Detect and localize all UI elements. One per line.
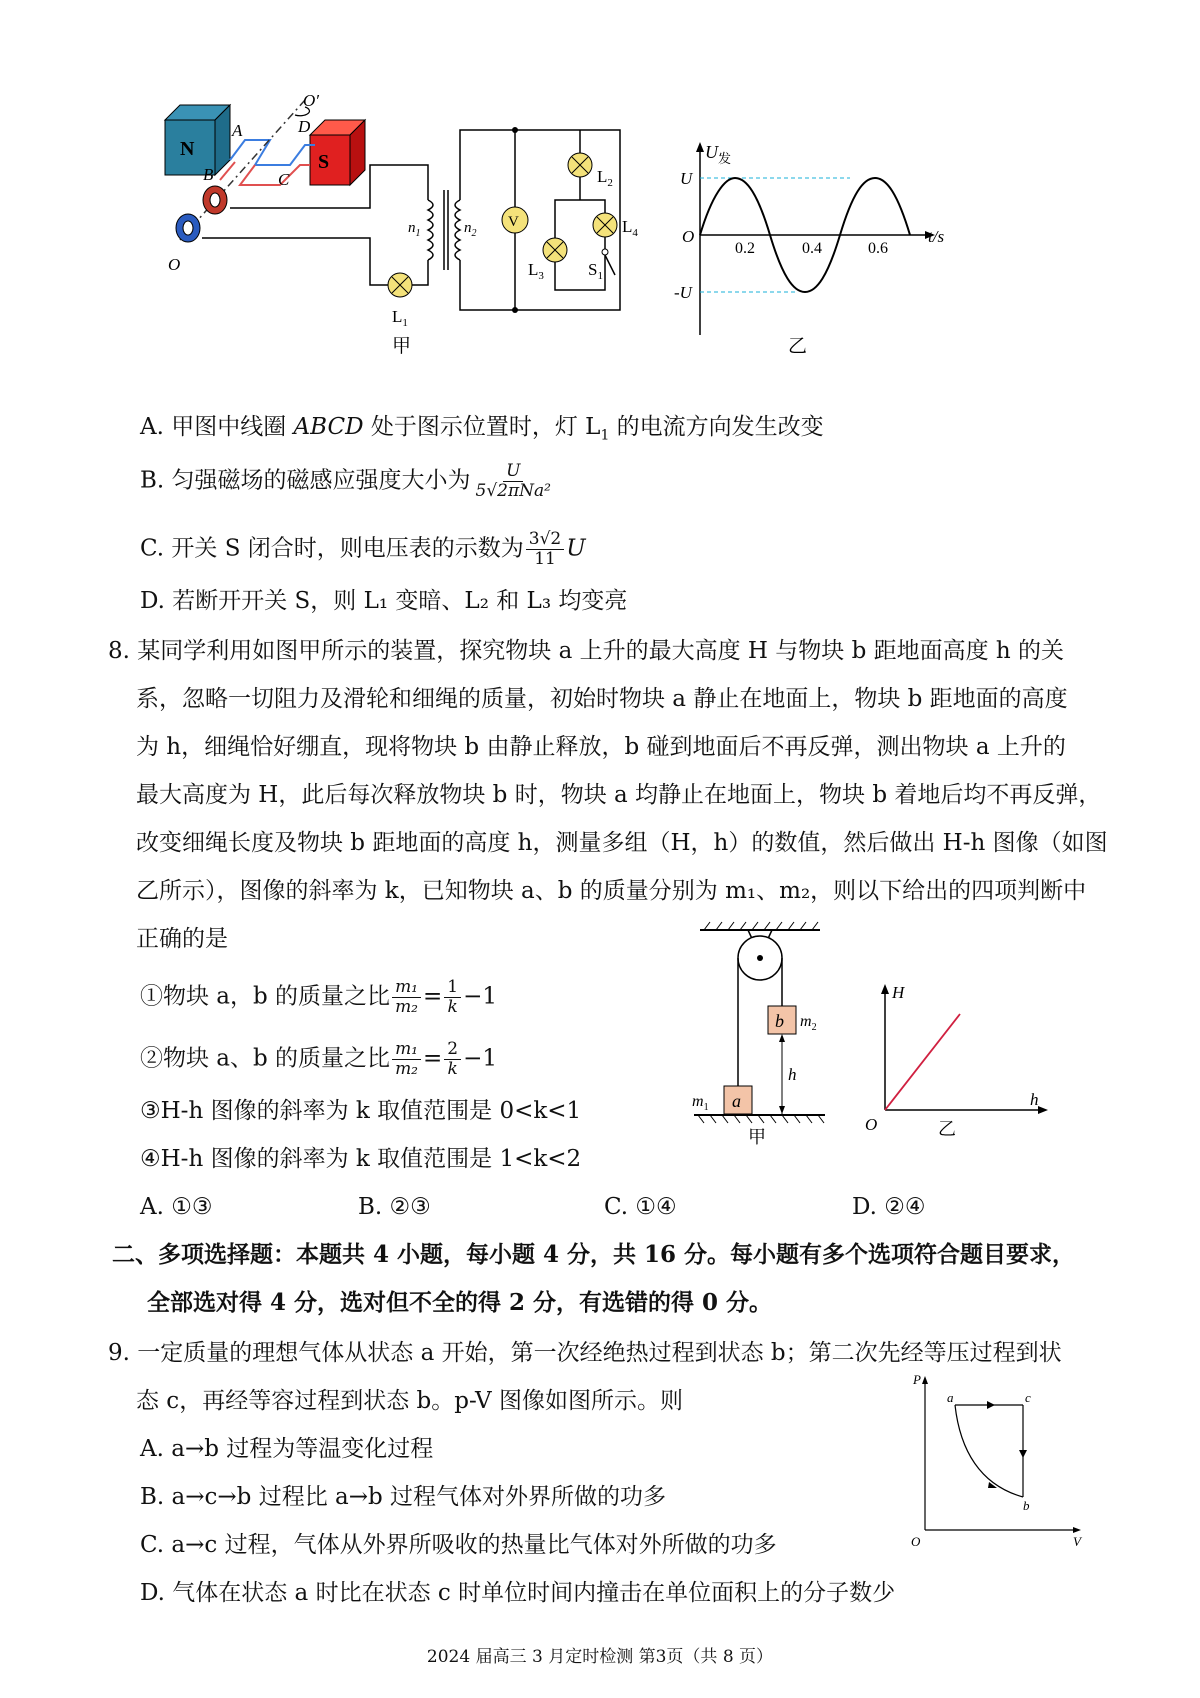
point-d: D <box>298 117 311 136</box>
q9-stem: 态 c，再经等容过程到状态 b。p-V 图像如图所示。则 <box>136 1388 683 1414</box>
caption-yi-q8: 乙 <box>938 1119 956 1139</box>
graph-origin: O <box>682 227 695 246</box>
pv-o: O <box>911 1534 921 1549</box>
label-m2: $m_2$ <box>800 1013 817 1033</box>
switch-s1 <box>602 249 608 255</box>
graph-t2: 0.4 <box>802 240 822 257</box>
coil-loop-blue <box>230 140 315 165</box>
point-c: C <box>278 170 290 189</box>
q8-option-a: A. ①③ <box>140 1194 213 1220</box>
lamp-l1 <box>388 273 412 297</box>
q7-option-b: B. 匀强磁场的磁感应强度大小为 $\frac{U}{\text{5√2πNa²}}$ <box>140 461 551 501</box>
lamp-l3 <box>543 238 567 262</box>
section-2-heading-cont: 全部选对得 4 分，选对但不全的得 2 分，有选错的得 0 分。 <box>147 1289 773 1316</box>
caption-jia-q8: 甲 <box>748 1127 766 1147</box>
graph-o: O <box>865 1115 878 1134</box>
voltage-graph <box>674 142 944 357</box>
svg-text:V: V <box>508 214 519 230</box>
coil-n2-label: $n_2$ <box>464 220 477 239</box>
q8-stem-line: 改变细绳长度及物块 b 距地面的高度 h，测量多组（H，h）的数值，然后做出 H-h 图像（如图 <box>136 830 1108 856</box>
caption-jia: 甲 <box>392 336 412 357</box>
q8-item-2: ②物块 a、b 的质量之比 $\frac{\text{m₁}}{\text{m₂}}$ = $\frac{2}{k}$ −1 <box>140 1039 498 1079</box>
q8-stem-line: 为 h，细绳恰好绷直，现将物块 b 由静止释放，b 碰到地面后不再反弹，测出物块 a 上升的 <box>136 734 1066 760</box>
q9-option-c: C. a→c 过程，气体从外界所吸收的热量比气体对外所做的功多 <box>140 1532 777 1558</box>
graph-u-pos: U <box>680 169 693 188</box>
coil-n1-label: $n_1$ <box>408 220 421 239</box>
q8-option-c: C. ①④ <box>604 1194 677 1220</box>
axis-o-top: O′ <box>303 91 319 110</box>
h-graph-line <box>885 1014 960 1110</box>
point-a: A <box>232 121 243 140</box>
lamp-l1-label: $L_1$ <box>392 307 408 329</box>
q8-item-3: ③H-h 图像的斜率为 k 取值范围是 0<k<1 <box>140 1098 582 1124</box>
q9-option-b: B. a→c→b 过程比 a→b 过程气体对外界所做的功多 <box>140 1484 667 1510</box>
lamp-l4-label: $L_4$ <box>622 217 638 239</box>
secondary-coil <box>455 200 460 260</box>
q8-stem-line: 系，忽略一切阻力及滑轮和细绳的质量，初始时物块 a 静止在地面上，物块 b 距地面的高度 <box>136 686 1068 712</box>
q7-option-a: A. 甲图中线圈 ABCD 处于图示位置时，灯 $L_1$ 的电流方向发生改变 <box>140 414 824 444</box>
graph-y-label: $U_发$ <box>705 142 732 166</box>
q7-option-c: C. 开关 S 闭合时，则电压表的示数为 $\frac{3√2}{11}$ U <box>140 529 586 569</box>
q9-stem: 9. 一定质量的理想气体从状态 a 开始，第一次经绝热过程到状态 b；第二次先经等压过程到状 <box>108 1340 1062 1366</box>
axis-o-bottom: O <box>168 255 181 274</box>
pv-a: a <box>947 1390 954 1405</box>
q8-option-b: B. ②③ <box>358 1194 431 1220</box>
label-m1: $m_1$ <box>692 1093 709 1113</box>
q9-option-a: A. a→b 过程为等温变化过程 <box>140 1436 434 1462</box>
svg-text:a: a <box>732 1091 741 1111</box>
voltmeter <box>502 207 528 233</box>
graph-u-neg: -U <box>674 283 692 302</box>
figure-pv-graph <box>905 1370 1085 1550</box>
magnet-s-label: S <box>318 151 330 173</box>
figure-generator-circuit <box>160 80 960 380</box>
point-b: B <box>203 165 214 184</box>
caption-yi: 乙 <box>788 336 808 357</box>
svg-text:b: b <box>775 1011 784 1031</box>
q8-stem-line: 8. 某同学利用如图甲所示的装置，探究物块 a 上升的最大高度 H 与物块 b 距地面高度 h 的关 <box>108 638 1065 664</box>
q8-item-4: ④H-h 图像的斜率为 k 取值范围是 1<k<2 <box>140 1146 582 1172</box>
lamp-l4 <box>593 213 617 237</box>
pv-p: P <box>913 1372 921 1387</box>
magnet-n <box>165 105 230 175</box>
page-footer: 2024 届高三 3 月定时检测 第3页（共 8 页） <box>426 1647 774 1667</box>
q7-option-d: D. 若断开开关 S，则 L₁ 变暗、L₂ 和 L₃ 均变亮 <box>140 588 628 614</box>
q8-option-d: D. ②④ <box>852 1194 926 1220</box>
pv-b: b <box>1023 1498 1030 1513</box>
figure-pulley <box>690 918 830 1148</box>
pv-c: c <box>1025 1390 1031 1405</box>
switch-s1-label: $S_1$ <box>588 260 603 282</box>
q8-stem-line: 正确的是 <box>136 926 228 952</box>
q8-stem-line: 乙所示），图像的斜率为 k，已知物块 a、b 的质量分别为 m₁、m₂，则以下给出的四项判断中 <box>136 878 1087 904</box>
graph-t3: 0.6 <box>868 240 888 257</box>
graph-t1: 0.2 <box>735 240 755 257</box>
graph-h-lower: h <box>1030 1090 1039 1109</box>
lamp-l2 <box>568 153 592 177</box>
label-h: h <box>788 1065 797 1084</box>
graph-x-label: t/s <box>928 227 945 246</box>
pv-v: V <box>1073 1534 1081 1549</box>
q8-item-1: ①物块 a，b 的质量之比 $\frac{\text{m₁}}{\text{m₂}}$ = $\frac{1}{k}$ −1 <box>140 977 498 1017</box>
lamp-l2-label: $L_2$ <box>597 167 613 189</box>
q9-option-d: D. 气体在状态 a 时比在状态 c 时单位时间内撞击在单位面积上的分子数少 <box>140 1580 896 1606</box>
q8-stem-line: 最大高度为 H，此后每次释放物块 b 时，物块 a 均静止在地面上，物块 b 着地后均不再反弹， <box>136 782 1102 808</box>
magnet-s <box>310 120 365 185</box>
magnet-n-label: N <box>180 138 195 160</box>
lamp-l3-label: $L_3$ <box>528 260 544 282</box>
section-2-heading: 二、多项选择题：本题共 4 小题，每小题 4 分，共 16 分。每小题有多个选项符合题目要求， <box>112 1241 1076 1268</box>
primary-coil <box>428 200 433 260</box>
figure-h-graph <box>860 980 1050 1140</box>
graph-h-upper: H <box>892 983 905 1002</box>
